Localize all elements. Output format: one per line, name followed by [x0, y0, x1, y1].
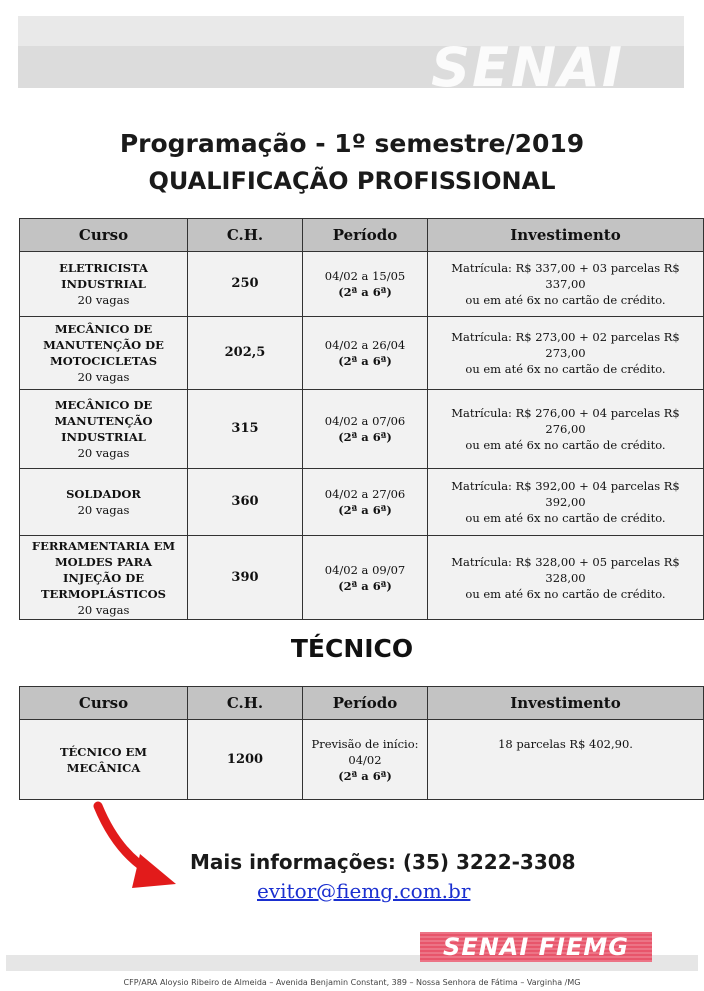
- table-row: [20, 252, 704, 317]
- column-header-periodo: Período: [303, 219, 428, 252]
- top-banner: [18, 16, 684, 99]
- investment-cell: [428, 469, 704, 536]
- period-cell: [303, 536, 428, 620]
- period-days: (2ª a 6ª): [338, 503, 392, 517]
- red-arrow-icon: [92, 800, 182, 895]
- table-row: [20, 317, 704, 390]
- ch-cell: 360: [188, 469, 303, 536]
- course-name: ELETRICISTA INDUSTRIAL: [59, 261, 148, 291]
- page-subtitle: QUALIFICAÇÃO PROFISSIONAL: [148, 167, 556, 195]
- contact-email-link[interactable]: evitor@fiemg.com.br: [257, 879, 471, 903]
- course-name: TÉCNICO EM MECÂNICA: [59, 744, 148, 775]
- period-start-label: Previsão de início:: [311, 736, 419, 751]
- investment-cell: [428, 317, 704, 390]
- period-cell: [303, 720, 428, 800]
- period-cell: [303, 252, 428, 317]
- investment-line: Matrícula: R$ 276,00 + 04 parcelas R$ 276,00: [451, 406, 680, 436]
- period-cell: [303, 469, 428, 536]
- ch-cell: 390: [188, 536, 303, 620]
- table-row: [20, 469, 704, 536]
- column-header-curso: Curso: [20, 219, 188, 252]
- senai-watermark-logo: SENAI: [431, 36, 624, 99]
- investment-line: Matrícula: R$ 273,00 + 02 parcelas R$ 273,00: [451, 330, 680, 360]
- tecnico-table: [19, 686, 704, 800]
- column-header-investimento: Investimento: [428, 687, 704, 720]
- table-row: [20, 390, 704, 469]
- investment-line: Matrícula: R$ 337,00 + 03 parcelas R$ 337,00: [451, 261, 680, 291]
- page-title: Programação - 1º semestre/2019: [119, 129, 585, 158]
- course-name: FERRAMENTARIA EM MOLDES PARA INJEÇÃO DE TERMOPLÁSTICOS: [31, 538, 176, 601]
- investment-cell: [428, 720, 704, 800]
- period-days: (2ª a 6ª): [338, 768, 392, 783]
- period-range: 04/02: [348, 752, 382, 767]
- table-header-row: [20, 687, 704, 720]
- investment-cell: [428, 536, 704, 620]
- investment-cell: [428, 390, 704, 469]
- contact-phone: Mais informações: (35) 3222-3308: [190, 850, 576, 874]
- column-header-investimento: Investimento: [428, 219, 704, 252]
- column-header-curso: Curso: [20, 687, 188, 720]
- course-vagas: 20 vagas: [77, 446, 130, 460]
- investment-card-note: ou em até 6x no cartão de crédito.: [465, 511, 666, 525]
- course-name: MECÂNICO DE MANUTENÇÃO DE MOTOCICLETAS: [43, 322, 164, 368]
- period-range: 04/02 a 27/06: [324, 487, 406, 501]
- investment-line: Matrícula: R$ 392,00 + 04 parcelas R$ 392,00: [451, 479, 680, 509]
- table-row: [20, 720, 704, 800]
- column-header-ch: C.H.: [188, 219, 303, 252]
- period-range: 04/02 a 15/05: [324, 269, 406, 283]
- course-vagas: 20 vagas: [77, 602, 130, 617]
- tecnico-heading: TÉCNICO: [290, 634, 414, 663]
- period-cell: [303, 317, 428, 390]
- investment-card-note: ou em até 6x no cartão de crédito.: [465, 362, 666, 376]
- course-cell: [20, 536, 188, 620]
- course-cell: [20, 469, 188, 536]
- course-vagas: 20 vagas: [77, 503, 130, 517]
- period-cell: [303, 390, 428, 469]
- senai-fiemg-logo: SENAI FIEMG: [420, 932, 652, 962]
- investment-card-note: ou em até 6x no cartão de crédito.: [465, 586, 666, 601]
- ch-cell: 202,5: [188, 317, 303, 390]
- table-header-row: [20, 219, 704, 252]
- period-days: (2ª a 6ª): [338, 430, 392, 444]
- period-range: 04/02 a 07/06: [324, 414, 406, 428]
- course-cell: [20, 390, 188, 469]
- period-days: (2ª a 6ª): [338, 354, 392, 368]
- column-header-periodo: Período: [303, 687, 428, 720]
- ch-cell: 250: [188, 252, 303, 317]
- qualificacao-table: [19, 218, 704, 620]
- course-name: SOLDADOR: [66, 487, 141, 501]
- course-vagas: 20 vagas: [77, 370, 130, 384]
- period-days: (2ª a 6ª): [338, 285, 392, 299]
- ch-cell: 315: [188, 390, 303, 469]
- investment-card-note: ou em até 6x no cartão de crédito.: [465, 293, 666, 307]
- course-cell: [20, 252, 188, 317]
- investment-line: 18 parcelas R$ 402,90.: [498, 737, 633, 751]
- course-vagas: 20 vagas: [77, 293, 130, 307]
- column-header-ch: C.H.: [188, 687, 303, 720]
- footer-address: CFP/ARA Aloysio Ribeiro de Almeida – Avenida Benjamin Constant, 389 – Nossa Senhora de Fátima – Varginha /MG: [123, 978, 581, 987]
- course-cell: [20, 317, 188, 390]
- period-range: 04/02 a 26/04: [324, 338, 406, 352]
- investment-card-note: ou em até 6x no cartão de crédito.: [465, 438, 666, 452]
- period-days: (2ª a 6ª): [338, 578, 392, 593]
- ch-cell: 1200: [188, 720, 303, 800]
- course-name: MECÂNICO DE MANUTENÇÃO INDUSTRIAL: [54, 398, 153, 444]
- investment-line: Matrícula: R$ 328,00 + 05 parcelas R$ 328,00: [451, 554, 680, 585]
- table-row: [20, 536, 704, 620]
- investment-cell: [428, 252, 704, 317]
- course-cell: [20, 720, 188, 800]
- period-range: 04/02 a 09/07: [324, 562, 406, 577]
